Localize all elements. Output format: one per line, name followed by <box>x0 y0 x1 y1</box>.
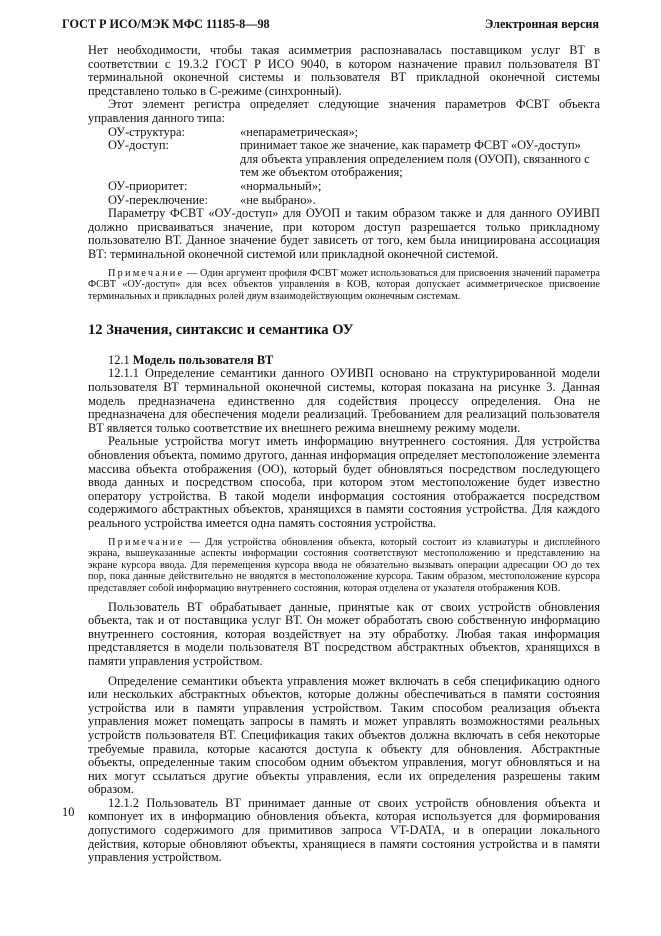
edition-label: Электронная версия <box>485 17 599 31</box>
parameter-list <box>108 126 600 208</box>
paragraph-semantics-definition: Определение семантики объекта управления может включать в себя спецификацию одного или нескольких абстрактных объектов, которые должны обеспечиваться в памяти состояния устройства или в памяти управления устройством. Таким способом реализация объекта управления может помещать запросы в память и может управлять возможностями реальных устройств пользователя ВТ. Спецификация таких объектов должна включать в себя некоторые требуемые правила, которые касаются доступа к объекту для обновления. Абстрактные объекты, определенные таким способом одним объектом управления, могут обновляться и на них могут ссылаться другие объекты управления, если их определения разрешены таким образом. <box>88 673 600 797</box>
parameter-value: «непараметрическая»; <box>240 124 359 139</box>
note-label: Примечание <box>108 267 185 279</box>
parameter-key: ОУ-структура: <box>108 124 185 139</box>
paragraph-register-element: Этот элемент регистра определяет следующие значения параметров ФСВТ объекта управления данного типа: <box>88 97 600 125</box>
paragraph-12-1-1: 12.1.1 Определение семантики данного ОУИВП основано на структурированной модели пользователя ВТ терминальной оконечной системы, которая показана на рисунке 3. Данная модель предназначена единственно для содействия процессу определения. Она не предназначена для обеспечения модели реализаций. Требованием для реализаций пользователя ВТ является только соответствие их внешнего режима внешнему режиму модели. <box>88 366 600 435</box>
paragraph-asymmetry: Нет необходимости, чтобы такая асимметрия распознавалась поставщиком услуг ВТ в соответствии с 19.3.2 ГОСТ Р ИСО 9040, в котором назначение правил пользователя ВТ терминальной оконечной системы и пользователя ВТ прикладной оконечной системы представлено только в С-режиме (синхронный). <box>88 43 600 98</box>
parameter-row <box>108 180 600 194</box>
parameter-value: «не выбрано». <box>240 192 316 207</box>
paragraph-access-value: Параметру ФСВТ «ОУ-доступ» для ОУОП и таким образом также и для данного ОУИВП должно присваиваться значение, при котором доступ разрешается только прикладному пользователю ВТ. Данное значение будет зависеть от того, кем была инициирована ассоциация ВТ: терминальной оконечной системой или прикладной оконечной системой. <box>88 206 600 261</box>
subsection-heading <box>88 354 600 368</box>
subsection-title: Модель пользователя ВТ <box>132 352 274 367</box>
note-profile-argument <box>88 268 600 303</box>
note-text: — Для устройства обновления объекта, который состоит из клавиатуры и дисплейного экрана, вышеуказанные аспекты информации состояния соответствуют местоположению и представлению на экране курсора ввода. Для перемещения курсора ввода не обязательно вызывать операции адресации ОО до тех пор, пока данные действительно не вводятся в местоположение курсора. Таким образом, местоположение курсора представляет собой информацию внутреннего состояния, которая отделена от указателя отображения КОВ. <box>88 536 600 594</box>
section-heading: 12 Значения, синтаксис и семантика ОУ <box>88 322 354 339</box>
parameter-row <box>108 139 600 180</box>
parameter-value: принимает такое же значение, как параметр ФСВТ «ОУ-доступ» для объекта управления определением поля (ОУОП), связанного с тем же объектом отображения; <box>240 138 590 180</box>
page-body <box>88 44 600 865</box>
note-text: — Один аргумент профиля ФСВТ может использоваться для присвоения значений параметра ФСВТ «ОУ-доступ» для всех объектов управления в КОВ, которая допускает асимметрическое присвоение терминальных и прикладных ролей двум взаимодействующим оконечным системам. <box>88 267 600 302</box>
page-number: 10 <box>62 805 75 819</box>
paragraph-12-1-2: 12.1.2 Пользователь ВТ принимает данные от своих устройств обновления объекта и компонует их в информацию обновления объекта, которая используется для формирования допустимого содержимого для примитивов запроса VT-DATA, и в операции локального действия, которые обновляют объекты, хранящиеся в памяти состояния устройства и в памяти управления устройством. <box>88 795 600 865</box>
paragraph-vt-user-processing: Пользователь ВТ обрабатывает данные, принятые как от своих устройств обновления объекта, так и от поставщика услуг ВТ. Он может обработать свою собственную информацию внутреннего состояния, которая воздействует на эту обработку. Любая такая информация представляется в модели пользователя ВТ посредством абстрактных объектов, хранящихся в памяти управления устройством. <box>88 599 600 668</box>
parameter-key: ОУ-доступ: <box>108 138 169 153</box>
parameter-key: ОУ-переключение: <box>108 192 208 207</box>
subsection-number: 12.1 <box>108 352 133 367</box>
note-cursor <box>88 537 600 595</box>
paragraph-real-devices: Реальные устройства могут иметь информацию внутреннего состояния. Для устройства обновления объекта, помимо другого, данная информация определяет местоположение элемента массива объекта отображения (ОО), который будет обновляться посредством последующего ввода данных и посредством способа, при котором этом местоположение будет известно оператору устройства. В такой модели информация состояния отображается посредством содержимого абстрактных объектов, хранящихся в памяти состояния устройства. Для каждого реального устройства имеется одна память состояния устройства. <box>88 434 600 530</box>
parameter-row <box>108 194 600 208</box>
parameter-value: «нормальный»; <box>240 178 322 193</box>
note-label: Примечание <box>108 536 185 548</box>
standard-designation: ГОСТ Р ИСО/МЭК МФС 11185-8—98 <box>62 17 270 31</box>
parameter-key: ОУ-приоритет: <box>108 178 188 193</box>
parameter-row <box>108 126 600 140</box>
